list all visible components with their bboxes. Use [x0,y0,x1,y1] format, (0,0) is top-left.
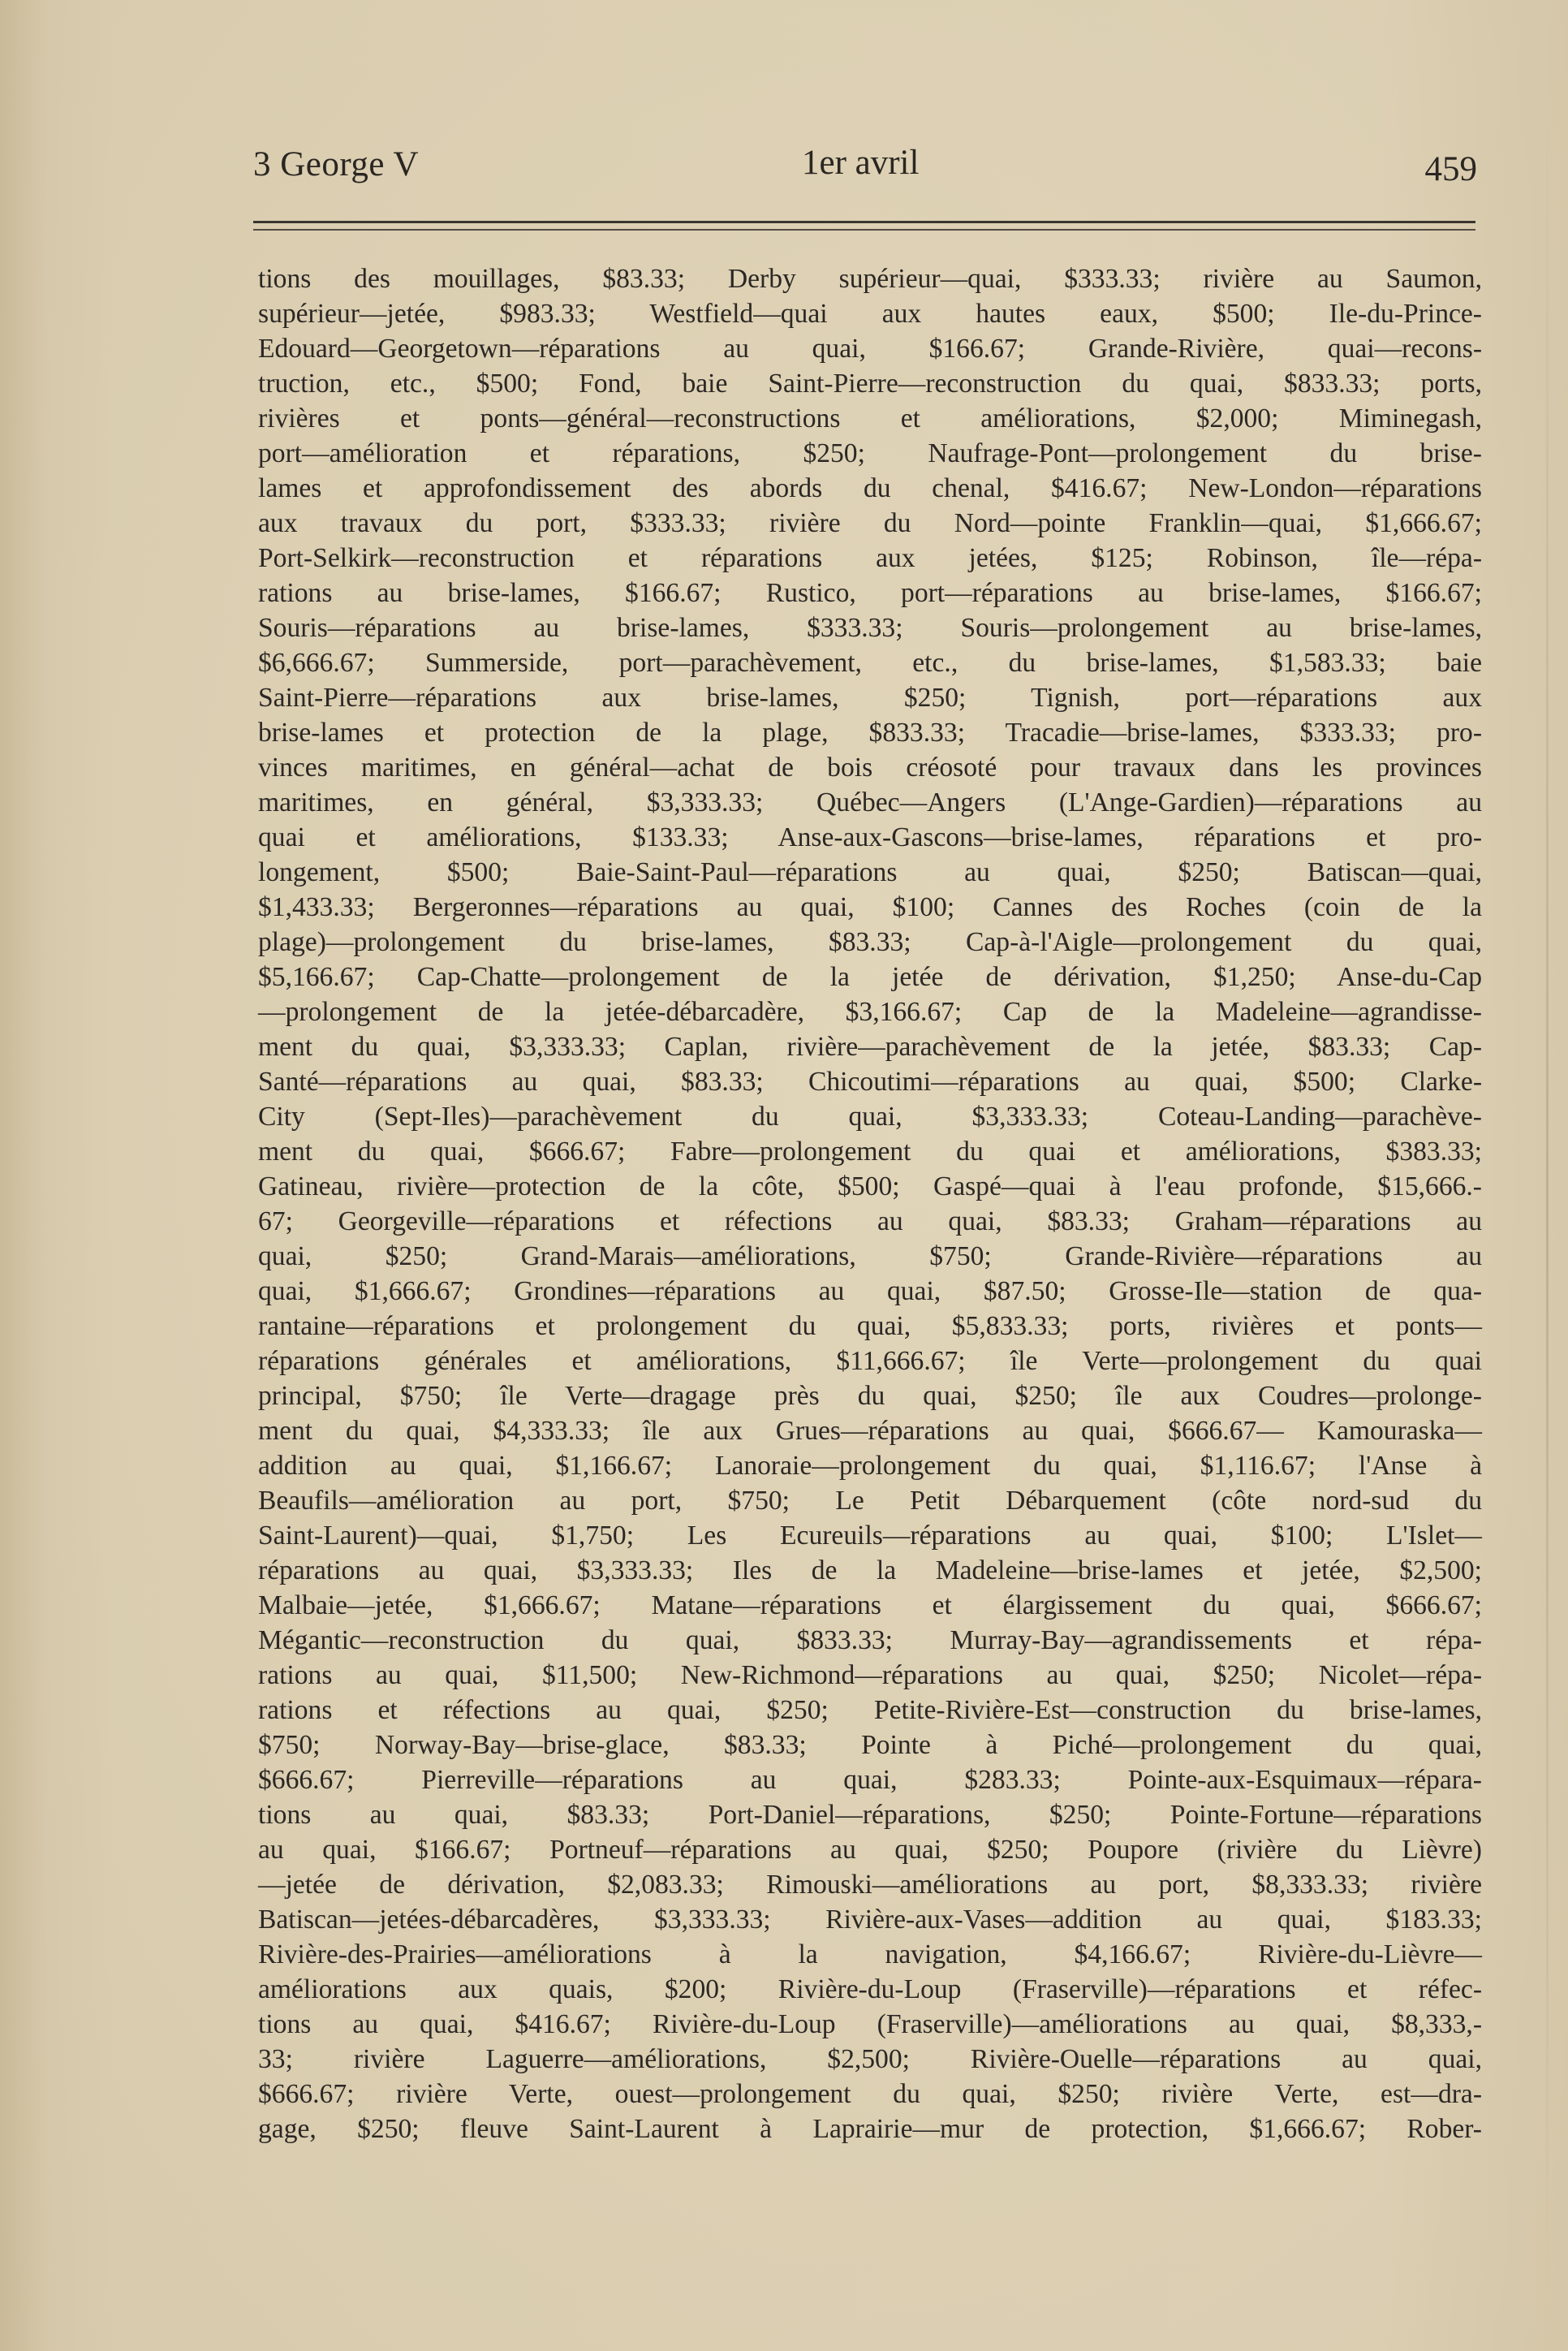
body-text [258,261,1482,2146]
text-line: réparations au quai, $3,333.33; Iles de la Madeleine—brise-lames et jetée, $2,500; [258,1555,1482,1585]
text-line: Beaufils—amélioration au port, $750; Le Petit Débarquement (côte nord-sud du [258,1486,1482,1516]
text-line: Saint-Pierre—réparations aux brise-lames, $250; Tignish, port—réparations aux [258,683,1482,713]
text-line: $666.67; rivière Verte, ouest—prolongement du quai, $250; rivière Verte, est—dra- [258,2079,1482,2109]
text-line: ment du quai, $666.67; Fabre—prolongement du quai et améliorations, $383.33; [258,1137,1482,1167]
text-line: brise-lames et protection de la plage, $833.33; Tracadie—brise-lames, $333.33; pro- [258,718,1482,748]
text-line: 33; rivière Laguerre—améliorations, $2,500; Rivière-Ouelle—réparations au quai, [258,2044,1482,2074]
text-line: quai, $250; Grand-Marais—améliorations, $750; Grande-Rivière—réparations au [258,1241,1482,1271]
text-line: vinces maritimes, en général—achat de bois créosoté pour travaux dans les provinces [258,753,1482,783]
text-line: Santé—réparations au quai, $83.33; Chicoutimi—réparations au quai, $500; Clarke- [258,1067,1482,1097]
text-line: quai, $1,666.67; Grondines—réparations au quai, $87.50; Grosse-Ile—station de qua- [258,1276,1482,1306]
running-head-date: 1er avril [802,144,920,182]
text-line: gage, $250; fleuve Saint-Laurent à Laprairie—mur de protection, $1,666.67; Rober- [258,2114,1482,2144]
text-line: Mégantic—reconstruction du quai, $833.33; Murray-Bay—agrandissements et répa- [258,1625,1482,1655]
page-edge-shadow [1546,106,1549,2297]
text-line: principal, $750; île Verte—dragage près du quai, $250; île aux Coudres—prolonge- [258,1381,1482,1411]
text-line: réparations générales et améliorations, $11,666.67; île Verte—prolongement du quai [258,1346,1482,1376]
text-line: $6,666.67; Summerside, port—parachèvement, etc., du brise-lames, $1,583.33; baie [258,648,1482,678]
text-line: tions au quai, $416.67; Rivière-du-Loup (Fraserville)—améliorations au quai, $8,333,- [258,2009,1482,2039]
text-line: Batiscan—jetées-débarcadères, $3,333.33; Rivière-aux-Vases—addition au quai, $183.33; [258,1905,1482,1935]
page-number: 459 [1424,150,1477,188]
text-line: ment du quai, $4,333.33; île aux Grues—réparations au quai, $666.67— Kamouraska— [258,1416,1482,1446]
text-line: Malbaie—jetée, $1,666.67; Matane—réparations et élargissement du quai, $666.67; [258,1590,1482,1620]
text-line: $5,166.67; Cap-Chatte—prolongement de la jetée de dérivation, $1,250; Anse-du-Cap [258,962,1482,992]
running-head [253,138,1477,195]
text-line: Port-Selkirk—reconstruction et réparations aux jetées, $125; Robinson, île—répa- [258,543,1482,573]
text-line: rations au quai, $11,500; New-Richmond—réparations au quai, $250; Nicolet—répa- [258,1660,1482,1690]
text-line: truction, etc., $500; Fond, baie Saint-Pierre—reconstruction du quai, $833.33; ports, [258,369,1482,399]
text-line: tions des mouillages, $83.33; Derby supérieur—quai, $333.33; rivière au Saumon, [258,264,1482,294]
text-line: rations et réfections au quai, $250; Petite-Rivière-Est—construction du brise-lames, [258,1695,1482,1725]
text-line: Souris—réparations au brise-lames, $333.33; Souris—prolongement au brise-lames, [258,613,1482,643]
text-line: rantaine—réparations et prolongement du quai, $5,833.33; ports, rivières et ponts— [258,1311,1482,1341]
text-line: addition au quai, $1,166.67; Lanoraie—prolongement du quai, $1,116.67; l'Anse à [258,1451,1482,1481]
text-line: —prolongement de la jetée-débarcadère, $3,166.67; Cap de la Madeleine—agrandisse- [258,997,1482,1027]
text-line: maritimes, en général, $3,333.33; Québec—Angers (L'Ange-Gardien)—réparations au [258,787,1482,817]
text-line: longement, $500; Baie-Saint-Paul—réparations au quai, $250; Batiscan—quai, [258,857,1482,887]
text-line: 67; Georgeville—réparations et réfections au quai, $83.33; Graham—réparations au [258,1206,1482,1236]
text-line: rations au brise-lames, $166.67; Rustico, port—réparations au brise-lames, $166.67; [258,578,1482,608]
text-line: $666.67; Pierreville—réparations au quai, $283.33; Pointe-aux-Esquimaux—répara- [258,1765,1482,1795]
text-line: Rivière-des-Prairies—améliorations à la navigation, $4,166.67; Rivière-du-Lièvre— [258,1939,1482,1969]
text-line: City (Sept-Iles)—parachèvement du quai, $3,333.33; Coteau-Landing—parachève- [258,1102,1482,1132]
text-line: aux travaux du port, $333.33; rivière du Nord—pointe Franklin—quai, $1,666.67; [258,508,1482,538]
text-line: Edouard—Georgetown—réparations au quai, $166.67; Grande-Rivière, quai—recons- [258,334,1482,364]
text-line: supérieur—jetée, $983.33; Westfield—quai aux hautes eaux, $500; Ile-du-Prince- [258,299,1482,329]
text-line: Gatineau, rivière—protection de la côte, $500; Gaspé—quai à l'eau profonde, $15,666.- [258,1171,1482,1201]
text-line: plage)—prolongement du brise-lames, $83.33; Cap-à-l'Aigle—prolongement du quai, [258,927,1482,957]
text-line: ment du quai, $3,333.33; Caplan, rivière—parachèvement de la jetée, $83.33; Cap- [258,1032,1482,1062]
text-line: améliorations aux quais, $200; Rivière-du-Loup (Fraserville)—réparations et réfec- [258,1974,1482,2004]
text-line: $1,433.33; Bergeronnes—réparations au quai, $100; Cannes des Roches (coin de la [258,892,1482,922]
text-line: $750; Norway-Bay—brise-glace, $83.33; Pointe à Piché—prolongement du quai, [258,1730,1482,1760]
text-line: au quai, $166.67; Portneuf—réparations au quai, $250; Poupore (rivière du Lièvre) [258,1835,1482,1865]
text-line: Saint-Laurent)—quai, $1,750; Les Ecureuils—réparations au quai, $100; L'Islet— [258,1521,1482,1551]
text-line: quai et améliorations, $133.33; Anse-aux-Gascons—brise-lames, réparations et pro- [258,822,1482,852]
text-line: port—amélioration et réparations, $250; Naufrage-Pont—prolongement du brise- [258,438,1482,468]
header-rule-top [253,221,1475,223]
header-rule-bottom [253,229,1475,231]
running-head-left: 3 George V [253,145,420,183]
text-line: —jetée de dérivation, $2,083.33; Rimouski—améliorations au port, $8,333.33; rivière [258,1870,1482,1900]
text-line: tions au quai, $83.33; Port-Daniel—réparations, $250; Pointe-Fortune—réparations [258,1800,1482,1830]
text-line: rivières et ponts—général—reconstructions et améliorations, $2,000; Miminegash, [258,403,1482,434]
text-line: lames et approfondissement des abords du chenal, $416.67; New-London—réparations [258,473,1482,503]
